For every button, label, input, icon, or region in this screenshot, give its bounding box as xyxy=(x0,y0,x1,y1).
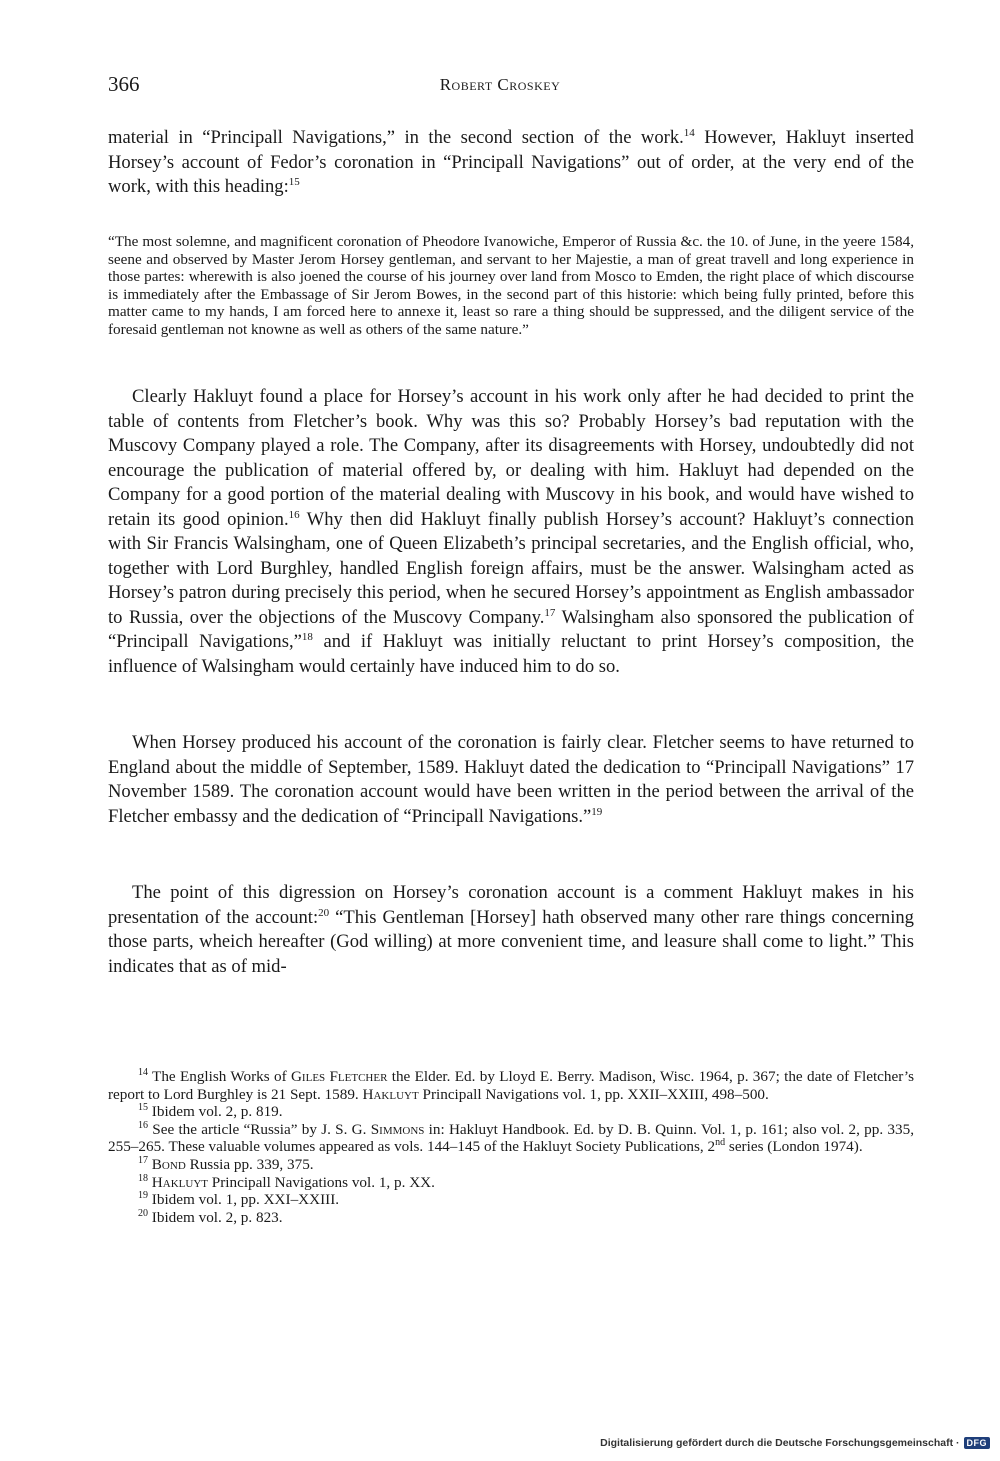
author-name: Bond xyxy=(151,1155,186,1173)
footnote-text: Ibidem vol. 2, p. 823. xyxy=(148,1208,283,1226)
block-quote: “The most solemne, and magnificent coronation of Pheodore Ivanowiche, Emperor of Russia &c. the 10. of June, in the yeere 1584, seene and observed by Master Jerom Horsey gentleman, and servant to her Majestie, a man of great travell and long experience in those partes: wherewith is also joened the course of his journey over land from Mosco to Emden, the right place of which discourse is immediately after the Embassage of Sir Jerom Bowes, in the second part of this historie: which being fully printed, before this matter came to my hands, I am forced here to annexe it, least so rare a thing should be suppressed, and the diligent service of the foresaid gentleman not knowne as well as others of the same nature.” xyxy=(108,233,914,338)
paragraph-text: “This Gentleman [Horsey] hath observed many other rare things concerning those parts, wheich hereafter (God willing) at more convenient time, and leasure shall come to light.” This indicates that as of mid- xyxy=(108,906,914,977)
footnote-number: 16 xyxy=(138,1119,148,1131)
footer-text: Digitalisierung gefördert durch die Deutsche Forschungsgemeinschaft · xyxy=(600,1437,960,1449)
footnote-number: 17 xyxy=(138,1154,148,1166)
author-name: Giles Fletcher xyxy=(290,1068,388,1085)
footnote-ref: 15 xyxy=(288,175,300,188)
paragraph-text: The point of this digression on Horsey’s coronation account is a comment Hakluyt makes in his presentation of the account: xyxy=(108,882,914,928)
footnote-number: 19 xyxy=(138,1190,148,1202)
footnote-19 xyxy=(108,1191,914,1209)
running-head: Robert Croskey xyxy=(439,75,561,94)
author-name: Hakluyt xyxy=(151,1173,208,1191)
footnote-number: 20 xyxy=(138,1207,148,1219)
footnote-text: series (London 1974). xyxy=(725,1138,863,1156)
digitization-footer xyxy=(600,1437,990,1449)
paragraph-4 xyxy=(108,881,914,979)
footnote-20 xyxy=(108,1209,914,1227)
footnote-text: in: Hakluyt Handbook. Ed. by D. B. Quinn. Vol. 1, p. 161; also vol. 2, pp. 335, 255–265. These valuable volumes appeared as vols. 144–145 of the Hakluyt Society Publications, 2 xyxy=(108,1120,914,1156)
footnote-text: Principall Navigations vol. 1, pp. XXII–XXIII, 498–500. xyxy=(418,1085,769,1103)
footnote-17 xyxy=(108,1156,914,1174)
author-name: Simmons xyxy=(370,1120,425,1138)
paragraph-text: Why then did Hakluyt finally publish Horsey’s account? Hakluyt’s connection with Sir Francis Walsingham, one of Queen Elizabeth’s principal secretaries, and the English official, who, together with Lord Burghley, handled English foreign affairs, must be the answer. Walsingham acted as Horsey’s patron during precisely this period, when he secured Horsey’s appointment as English ambassador to Russia, over the objections of the Muscovy Company. xyxy=(108,508,915,628)
footnote-text: Russia pp. 339, 375. xyxy=(185,1155,314,1173)
footnote-ref: 16 xyxy=(288,508,300,521)
footnote-number: 18 xyxy=(138,1172,148,1184)
paragraph-text: When Horsey produced his account of the coronation is fairly clear. Fletcher seems to have returned to England about the middle of September, 1589. Hakluyt dated the dedication to “Principall Navigations” 17 November 1589. The coronation account would have been written in the period between the arrival of the Fletcher embassy and the dedication of “Principall Navigations.” xyxy=(108,732,914,827)
footnote-number: 14 xyxy=(138,1066,148,1078)
paragraph-text: material in “Principall Navigations,” in the second section of the work. xyxy=(108,127,684,148)
footnote-text: the Elder. Ed. by Lloyd E. Berry. Madison, Wisc. 1964, p. 367; the date of Fletcher’s report to Lord Burghley is 21 Sept. 1589. xyxy=(108,1068,914,1103)
footnote-text: Principall Navigations vol. 1, p. XX. xyxy=(207,1173,435,1191)
author-name: Hakluyt xyxy=(362,1085,419,1103)
footnote-text: Ibidem vol. 2, p. 819. xyxy=(148,1103,283,1121)
paragraph-2 xyxy=(108,385,914,679)
paragraph-text: and if Hakluyt was initially reluctant to print Horsey’s composition, the influence of Walsingham would certainly have induced him to do so. xyxy=(108,631,914,677)
ordinal-suffix: nd xyxy=(715,1137,726,1149)
paragraph-text: However, Hakluyt inserted Horsey’s account of Fedor’s coronation in “Principall Navigations” out of order, at the very end of the work, with this heading: xyxy=(108,127,914,197)
footnote-15 xyxy=(108,1103,914,1121)
paragraph-3 xyxy=(108,731,914,829)
footnote-ref: 19 xyxy=(591,805,603,818)
footnote-text: See the article “Russia” by J. S. G. xyxy=(148,1120,371,1138)
footnote-number: 15 xyxy=(138,1102,148,1114)
footnote-text: The English Works of xyxy=(148,1068,291,1085)
footnote-ref: 18 xyxy=(301,630,313,643)
paragraph-text: Walsingham also sponsored the publication of “Principall Navigations,” xyxy=(108,606,914,652)
footnotes xyxy=(108,1068,914,1226)
paragraph-text: Clearly Hakluyt found a place for Horsey’s account in his work only after he had decided to print the table of contents from Fletcher’s book. Why was this so? Probably Horsey’s bad reputation with the Muscovy Company played a role. The Company, after its disagreements with Horsey, undoubtedly did not encourage the publication of material offered by, or dealing with him. Hakluyt had depended on the Company for a good portion of the material dealing with Muscovy in his book, and would have wished to retain its good opinion. xyxy=(108,386,914,530)
footnote-14 xyxy=(108,1068,914,1103)
footnote-ref: 17 xyxy=(544,606,556,619)
footnote-ref: 20 xyxy=(318,906,330,919)
paragraph-1 xyxy=(108,126,914,200)
dfg-logo: DFG xyxy=(964,1437,991,1449)
footnote-text: Ibidem vol. 1, pp. XXI–XXIII. xyxy=(148,1191,340,1209)
footnote-ref: 14 xyxy=(683,126,695,139)
footnote-16 xyxy=(108,1121,914,1156)
footnote-18 xyxy=(108,1174,914,1192)
page-number: 366 xyxy=(108,72,140,96)
